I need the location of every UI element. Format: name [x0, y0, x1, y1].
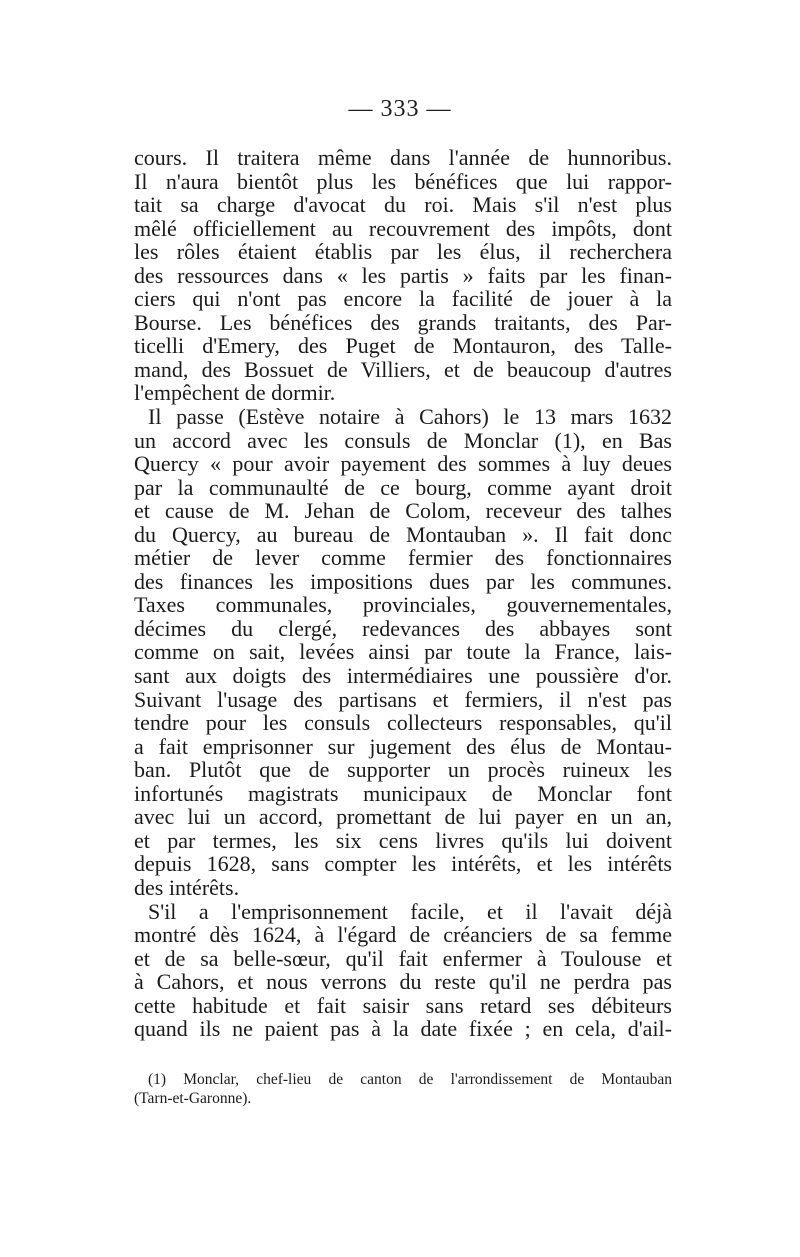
text-line: métier de lever comme fermier des fonctionnaires [134, 545, 672, 571]
text-line: depuis 1628, sans compter les intérêts, et les intérêts [134, 851, 672, 877]
paragraph-end-line: des intérêts. [134, 874, 240, 900]
text-line: montré dès 1624, à l'égard de créanciers de sa femme [134, 922, 672, 948]
text-line: comme on sait, levées ainsi par toute la France, lais- [134, 639, 672, 665]
text-line: quand ils ne paient pas à la date fixée ; en cela, d'ail- [134, 1016, 672, 1042]
text-line: à Cahors, et nous verrons du reste qu'il ne perdra pas [134, 969, 672, 995]
text-line: avec lui un accord, promettant de lui payer en un an, [134, 804, 672, 830]
text-line: tait sa charge d'avocat du roi. Mais s'il n'est plus [134, 192, 672, 218]
text-line: mand, des Bossuet de Villiers, et de beaucoup d'autres [134, 356, 672, 382]
text-line: ban. Plutôt que de supporter un procès ruineux les [134, 757, 672, 783]
text-line: du Quercy, au bureau de Montauban ». Il fait donc [134, 521, 672, 547]
text-line: les rôles étaient établis par les élus, il recherchera [134, 239, 672, 265]
text-line: tendre pour les consuls collecteurs responsables, qu'il [134, 710, 672, 736]
paragraph-end-line: l'empêchent de dormir. [134, 380, 336, 406]
text-line: et cause de M. Jehan de Colom, receveur des talhes [134, 498, 672, 524]
text-line: a fait emprisonner sur jugement des élus de Montau- [134, 733, 672, 759]
text-line: par la communaulté de ce bourg, comme ayant droit [134, 474, 672, 500]
text-line: sant aux doigts des intermédiaires une poussière d'or. [134, 663, 672, 689]
text-line: infortunés magistrats municipaux de Monclar font [134, 780, 672, 806]
text-line: mêlé officiellement au recouvrement des impôts, dont [134, 215, 672, 241]
footnote-line: (1) Monclar, chef-lieu de canton de l'arrondissement de Montauban [148, 1071, 672, 1088]
footnote [134, 1070, 672, 1108]
body-text [134, 146, 672, 1041]
text-line: Taxes communales, provinciales, gouvernementales, [134, 592, 672, 618]
paragraph-start-line: Il passe (Estève notaire à Cahors) le 13 mars 1632 [148, 404, 672, 430]
text-line: Quercy « pour avoir payement des sommes à luy deues [134, 451, 672, 477]
text-line: Il n'aura bientôt plus les bénéfices que lui rappor- [134, 168, 672, 194]
footnote-line: (Tarn-et-Garonne). [134, 1090, 252, 1107]
text-line: des finances les impositions dues par les communes. [134, 568, 672, 594]
text-line: ticelli d'Emery, des Puget de Montauron, des Talle- [134, 333, 672, 359]
text-line: décimes du clergé, redevances des abbayes sont [134, 615, 672, 641]
text-line: cette habitude et fait saisir sans retard ses débiteurs [134, 992, 672, 1018]
text-line: ciers qui n'ont pas encore la facilité de jouer à la [134, 286, 672, 312]
paragraph-start-line: S'il a l'emprisonnement facile, et il l'avait déjà [148, 898, 672, 924]
text-line: Bourse. Les bénéfices des grands traitants, des Par- [134, 309, 672, 335]
text-line: cours. Il traitera même dans l'année de hunnoribus. [134, 145, 672, 170]
text-line: et par termes, les six cens livres qu'ils lui doivent [134, 827, 672, 853]
page-number: — 333 — [348, 96, 452, 122]
text-line: et de sa belle-sœur, qu'il fait enfermer à Toulouse et [134, 945, 672, 971]
text-line: des ressources dans « les partis » faits par les finan- [134, 262, 672, 288]
text-line: Suivant l'usage des partisans et fermiers, il n'est pas [134, 686, 672, 712]
text-line: un accord avec les consuls de Monclar (1), en Bas [134, 427, 672, 453]
